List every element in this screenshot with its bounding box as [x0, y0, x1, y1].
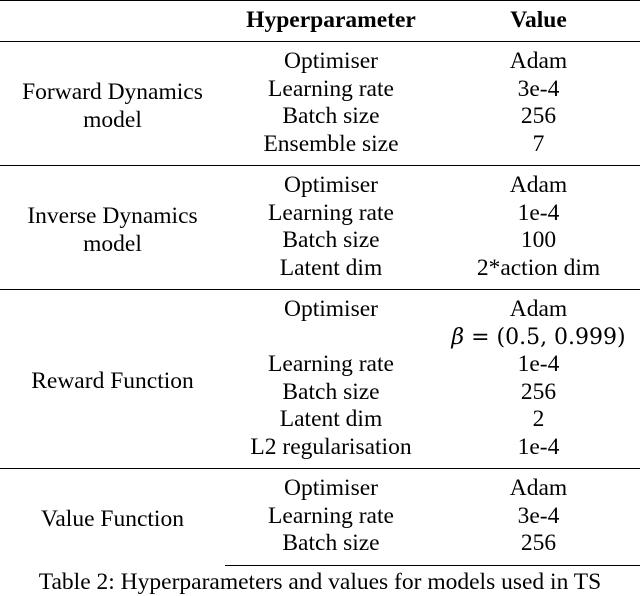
model-name-cell: [0, 290, 225, 469]
model-name-cell: [0, 42, 225, 166]
table-row: [0, 290, 640, 324]
model-name-line2: model: [83, 106, 142, 133]
value-cell: 256: [437, 530, 640, 565]
value-cell: Adam: [509, 48, 568, 74]
model-name-line1: Reward Function: [31, 368, 194, 395]
value-cell: 100: [520, 227, 557, 253]
param-cell: Learning rate: [268, 75, 394, 102]
group-forward-dynamics: [0, 42, 640, 166]
table-row: [0, 166, 640, 200]
param-cell: Learning rate: [268, 351, 394, 377]
value-cell: 1e-4: [517, 199, 560, 226]
table-row: [0, 42, 640, 76]
model-name-cell: [0, 469, 225, 566]
header-hyperparameter: Hyperparameter: [225, 1, 437, 42]
header-value: Value: [437, 1, 640, 42]
value-cell: 3e-4: [517, 75, 560, 102]
param-cell: Batch size: [282, 378, 380, 405]
param-cell: L2 regularisation: [250, 433, 412, 460]
value-cell: 7: [532, 130, 545, 157]
param-cell: Batch size: [225, 530, 437, 565]
value-cell: 2*action dim: [476, 254, 601, 281]
value-cell: 3e-4: [517, 502, 560, 529]
model-name-line1: Value Function: [41, 506, 184, 533]
value-cell: 1e-4: [517, 433, 560, 460]
model-name-line2: model: [83, 230, 142, 257]
group-inverse-dynamics: [0, 166, 640, 290]
param-cell-empty: [225, 324, 437, 352]
group-reward-function: [0, 290, 640, 469]
param-cell: Latent dim: [279, 254, 383, 281]
model-name-line1: Forward Dynamics: [22, 79, 203, 105]
table-caption: Table 2: Hyperparameters and values for models used in TS: [38, 569, 602, 595]
header-model: [0, 1, 225, 42]
param-cell: Latent dim: [279, 406, 383, 432]
value-cell: Adam: [437, 290, 640, 324]
param-cell: Optimiser: [225, 166, 437, 200]
param-cell: Optimiser: [225, 290, 437, 324]
beta-values: = (0.5, 0.999): [464, 324, 626, 350]
param-cell: Optimiser: [225, 469, 437, 503]
param-cell: Ensemble size: [263, 130, 399, 157]
value-cell: 2: [532, 406, 545, 432]
value-cell: 256: [520, 103, 557, 129]
group-value-function: [0, 469, 640, 566]
param-cell: Batch size: [282, 227, 380, 253]
table-header-row: [0, 1, 640, 42]
value-cell: Adam: [437, 469, 640, 503]
value-cell: 256: [520, 378, 557, 405]
value-cell: 1e-4: [517, 351, 560, 377]
param-cell: Learning rate: [268, 199, 394, 226]
param-cell: Optimiser: [284, 48, 378, 74]
param-cell: Learning rate: [268, 502, 394, 529]
table-row: [0, 469, 640, 503]
param-cell: Batch size: [282, 103, 380, 129]
beta-symbol: β: [451, 324, 465, 350]
model-name-cell: [0, 166, 225, 290]
model-name-line1: Inverse Dynamics: [27, 203, 198, 229]
beta-value-cell: [437, 324, 640, 352]
value-cell: Adam: [437, 166, 640, 200]
